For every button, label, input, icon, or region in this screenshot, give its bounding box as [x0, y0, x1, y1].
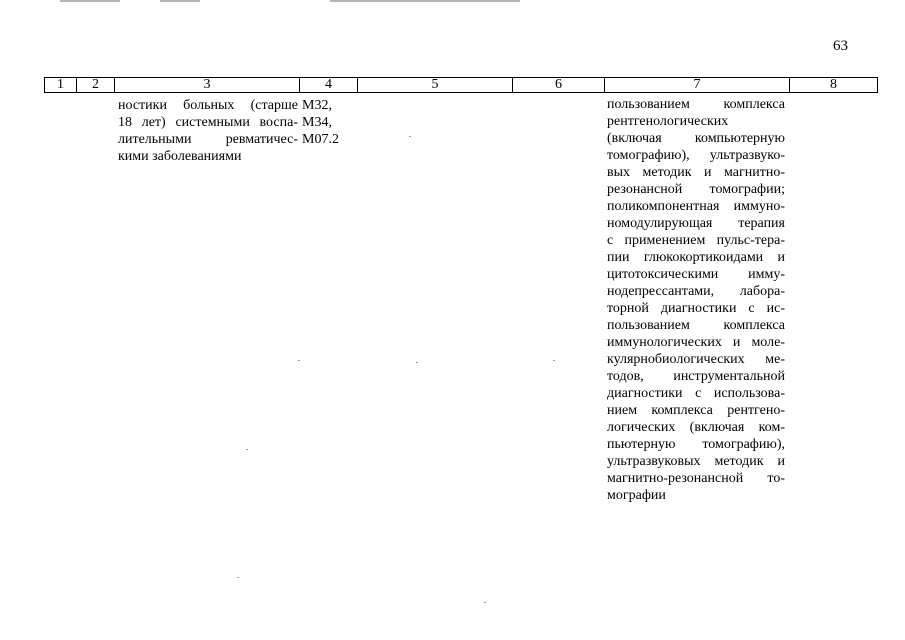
text-line: вых методик и магнитно-	[607, 165, 785, 180]
scan-artifact-line	[60, 0, 120, 2]
text-line: (включая компьютерную	[607, 131, 785, 146]
text-line: кулярнобиологических ме-	[607, 352, 785, 367]
text-line: кими заболеваниями	[118, 149, 242, 164]
text-line: иммунологических и моле-	[607, 335, 785, 350]
scan-speck	[237, 577, 239, 578]
table-header-row	[44, 77, 878, 93]
page-number: 63	[833, 38, 848, 54]
text-line: с применением пульс-тера-	[607, 233, 785, 248]
icd-code: M07.2	[302, 132, 339, 147]
text-line: 18 лет) системными воспа-	[118, 115, 298, 130]
column-7-text	[607, 96, 785, 504]
text-line: пользованием комплекса	[607, 97, 785, 112]
column-4-codes	[302, 97, 356, 148]
text-line: рентгенологических	[607, 114, 729, 129]
scan-speck	[484, 602, 486, 603]
text-line: ностики больных (старше	[118, 98, 298, 113]
text-line: номодулирующая терапия	[607, 216, 785, 231]
text-line: лительными ревматичес-	[118, 132, 298, 147]
header-cell-4: 4	[325, 77, 332, 92]
text-line: логических (включая ком-	[607, 420, 785, 435]
header-cell-6: 6	[555, 77, 562, 92]
scan-artifact-line	[330, 0, 520, 2]
scan-artifact-line	[160, 0, 200, 2]
header-cell-1: 1	[57, 77, 64, 92]
icd-code: M32,	[302, 98, 332, 113]
text-line: мографии	[607, 488, 666, 503]
header-cell-5: 5	[431, 77, 439, 92]
text-line: ультразвуковых методик и	[607, 454, 785, 469]
text-line: диагностики с использова-	[607, 386, 785, 401]
header-cell-8: 8	[830, 77, 837, 92]
icd-code: M34,	[302, 115, 332, 130]
header-cell-7: 7	[693, 77, 701, 92]
header-cell-2: 2	[92, 77, 99, 92]
header-cell-3: 3	[203, 77, 211, 92]
text-line: цитотоксическими имму-	[607, 267, 785, 282]
text-line: тодов, инструментальной	[607, 369, 785, 384]
text-line: нием комплекса рентгено-	[607, 403, 785, 418]
text-line: томографию), ультразвуко-	[607, 148, 785, 163]
text-line: торной диагностики с ис-	[607, 301, 785, 316]
scan-speck	[416, 362, 418, 363]
text-line: пользованием комплекса	[607, 318, 785, 333]
text-line: поликомпонентная иммуно-	[607, 199, 785, 214]
scan-speck	[298, 360, 300, 361]
text-line: пьютерную томографию),	[607, 437, 785, 452]
text-line: магнитно-резонансной то-	[607, 471, 785, 486]
scan-speck	[553, 360, 555, 361]
scan-speck	[246, 449, 248, 450]
text-line: пии глюкокортикоидами и	[607, 250, 785, 265]
scan-speck	[409, 136, 411, 137]
column-3-text	[118, 97, 298, 165]
text-line: нодепрессантами, лабора-	[607, 284, 785, 299]
text-line: резонансной томографии;	[607, 182, 785, 197]
